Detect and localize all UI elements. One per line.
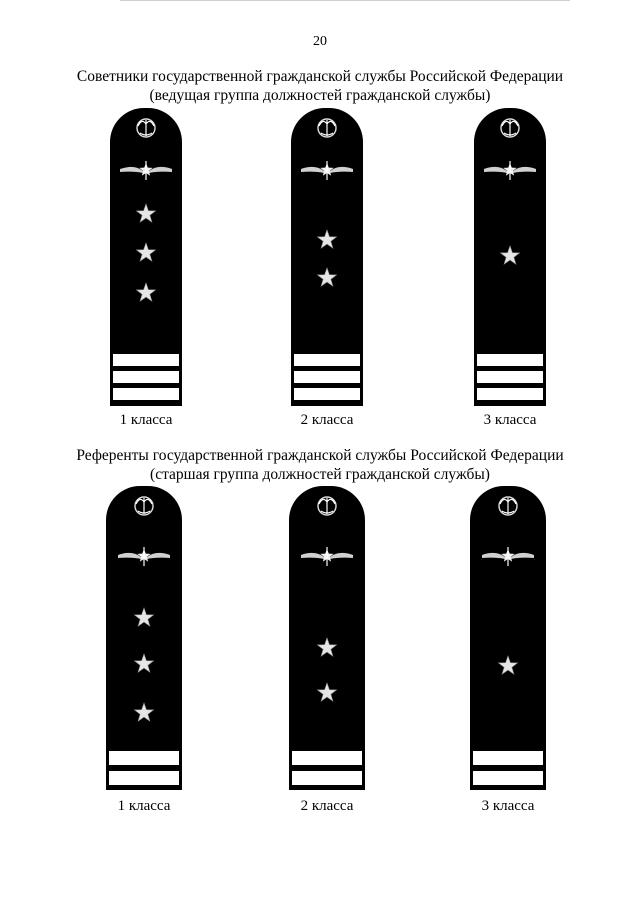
rank-stripe <box>109 771 179 785</box>
rank-stripe <box>292 751 362 765</box>
star-icon <box>500 246 519 264</box>
section-title-referents <box>0 446 640 484</box>
rank-stripe <box>109 751 179 765</box>
class-label: 3 класса <box>481 798 535 814</box>
star-icon <box>136 204 155 222</box>
winged-badge-icon <box>301 161 353 180</box>
rank-stripe <box>113 371 179 383</box>
emblem-icon <box>499 497 517 515</box>
class-label: 1 класса <box>117 798 171 814</box>
emblem-icon <box>137 119 155 137</box>
star-icon <box>317 230 336 248</box>
rank-stripe <box>292 771 362 785</box>
rank-stripe <box>473 751 543 765</box>
rank-stripe <box>113 354 179 366</box>
winged-badge-icon <box>484 161 536 180</box>
emblem-icon <box>318 497 336 515</box>
rank-stripe <box>477 388 543 400</box>
class-label: 2 класса <box>300 412 354 428</box>
section-title-line2: (старшая группа должностей гражданской службы) <box>150 466 490 483</box>
winged-badge-icon <box>120 161 172 180</box>
star-icon <box>136 243 155 261</box>
emblem-icon <box>318 119 336 137</box>
class-label: 2 класса <box>300 798 354 814</box>
class-label: 1 класса <box>119 412 173 428</box>
winged-badge-icon <box>482 547 534 566</box>
rank-stripe <box>294 388 360 400</box>
class-label: 3 класса <box>483 412 537 428</box>
star-icon <box>317 683 336 701</box>
page-number: 20 <box>313 34 327 49</box>
shoulder-strap <box>106 486 182 790</box>
emblem-icon <box>135 497 153 515</box>
section-title-line2: (ведущая группа должностей гражданской службы) <box>149 87 491 104</box>
star-icon <box>134 703 153 721</box>
top-scan-edge <box>120 0 570 1</box>
winged-badge-icon <box>301 547 353 566</box>
shoulder-strap <box>474 108 546 406</box>
section-title-line1: Референты государственной гражданской службы Российской Федерации <box>76 447 564 464</box>
rank-stripe <box>473 771 543 785</box>
star-icon <box>498 656 517 674</box>
star-icon <box>134 654 153 672</box>
rank-stripe <box>113 388 179 400</box>
star-icon <box>317 268 336 286</box>
section-title-line1: Советники государственной гражданской службы Российской Федерации <box>76 68 564 85</box>
shoulder-strap <box>470 486 546 790</box>
emblem-icon <box>501 119 519 137</box>
rank-stripe <box>294 371 360 383</box>
winged-badge-icon <box>118 547 170 566</box>
star-icon <box>317 638 336 656</box>
star-icon <box>134 608 153 626</box>
rank-stripe <box>477 371 543 383</box>
shoulder-strap <box>291 108 363 406</box>
star-icon <box>136 283 155 301</box>
shoulder-strap <box>289 486 365 790</box>
rank-stripe <box>477 354 543 366</box>
section-title-advisors <box>0 67 640 105</box>
shoulder-strap <box>110 108 182 406</box>
rank-stripe <box>294 354 360 366</box>
